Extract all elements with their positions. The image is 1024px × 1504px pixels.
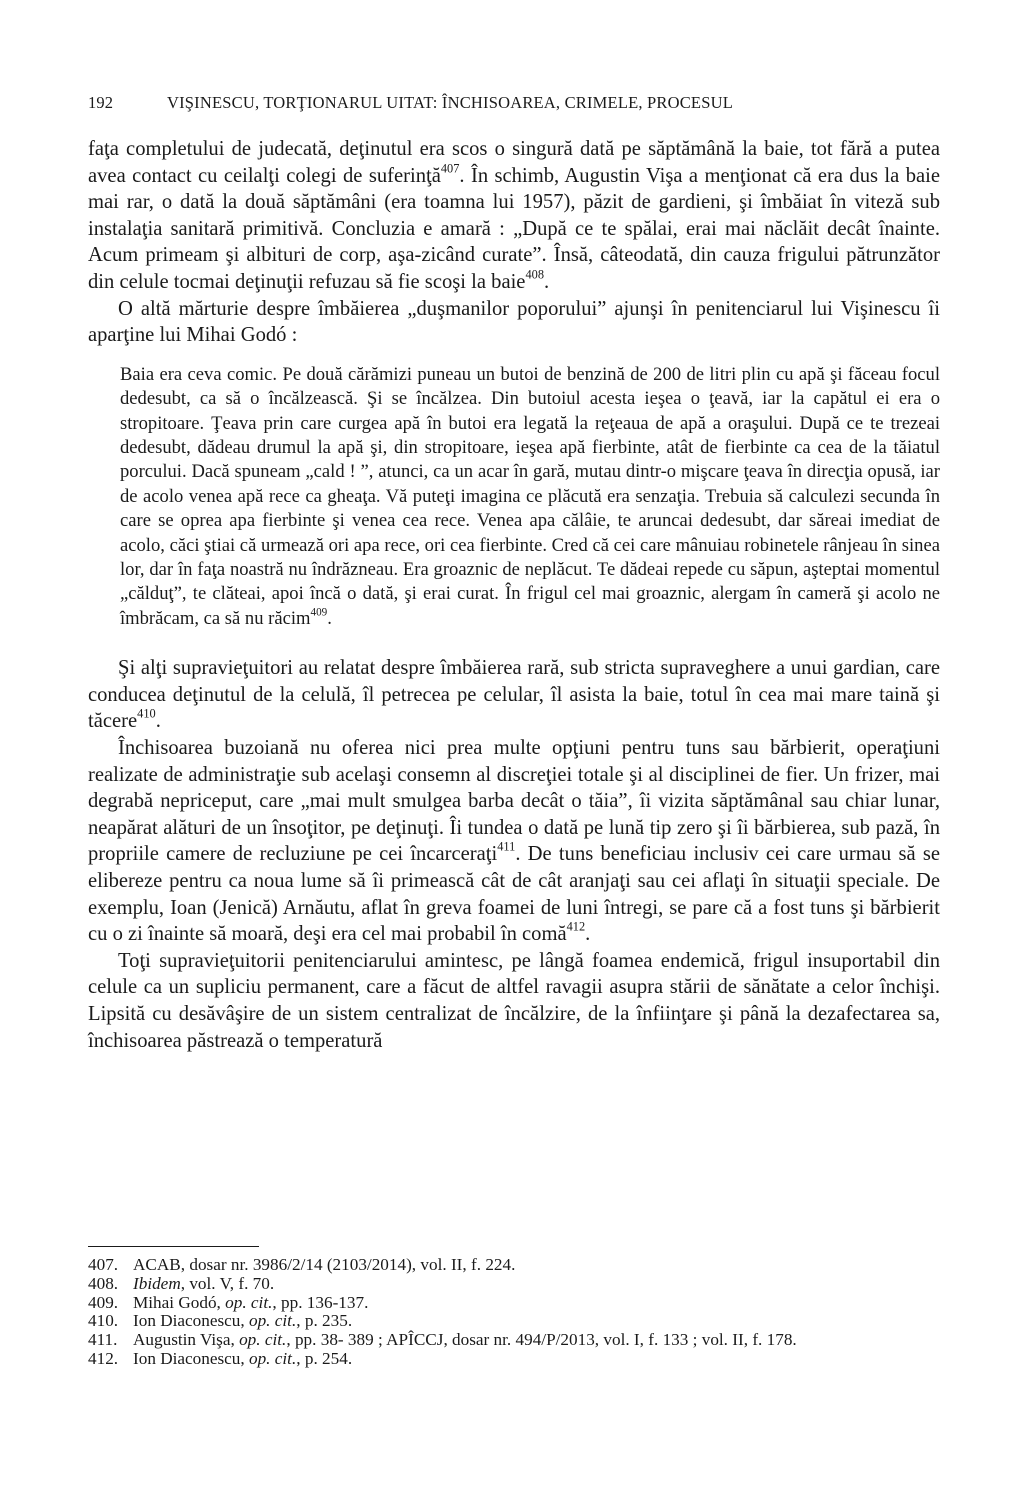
footnote-number: 409. bbox=[88, 1292, 119, 1312]
italic-text: op. cit. bbox=[248, 1348, 297, 1368]
footnote-reference[interactable]: 410 bbox=[137, 707, 156, 722]
paragraph: O altă mărturie despre îmbăierea „duşmanilor poporului” ajunşi în penitenciarul lui Vişinescu îi aparţine lui Mihai Godó : bbox=[88, 297, 940, 347]
footnote-text: Mihai Godó, op. cit., pp. 136-137. bbox=[133, 1292, 369, 1312]
paragraph: faţa completului de judecată, deţinutul era scos o singură dată pe săptămână la baie, tot fără a putea avea contact cu ceilalţi colegi de suferinţă$^{407}$. În schimb, Augustin Vişa a menţionat că era dus la baie mai rar, o dată la două săptămâni (era toamna lui 1957), păzit de gardieni, şi îmbăiat în viteză sub instalaţia sanitară primitivă. Concluzia e amară : „După ce te spălai, erai mai năclăit decât înainte. Acum primeam şi albituri de corp, aşa-zicând curate”. Însă, câteodată, din cauza frigului pătrunzător din celule tocmai deţinuţii refuzau să fie scoşi la baie$^{408}$. bbox=[88, 138, 940, 293]
italic-text: op. cit. bbox=[248, 1311, 297, 1331]
italic-text: op. cit. bbox=[225, 1292, 273, 1312]
footnote-separator bbox=[88, 1246, 259, 1247]
quote-text: Baia era ceva comic. Pe două cărămizi puneau un butoi de benzină de 200 de litri plin cu apă şi făceau focul dedesubt, ca să o încălzească. Şi se încălzea. Din butoiul acesta ieşea o ţeavă, iar la capătul ei era o stropitoare. Ţeava prin care curgea apă în butoi era legată la reţeaua de apă a oraşului. După ce te trezeai dedesubt, dădeau drumul la apă şi, din stropitoare, ieşea apă fierbinte, atât de fierbinte ca cea de la tăiatul porcului. Dacă spuneam „cald ! ”, atunci, ca un acar în gară, mutau dintr-o mişcare ţeava în direcţia opusă, iar de acolo venea apă rece ca gheaţa. Vă puteţi imagina ce plăcută era senzaţia. Trebuia să calculezi secunda în care se oprea apa fierbinte şi venea cea rece. Venea apa călâie, te aruncai dedesubt, dar săreai imediat de acolo, căci ştiai că urmează ori apa rece, ori cea fierbinte. Cred că cei care mânuiau robinetele rânjeau în sinea lor, dar în faţa noastră nu îndrăzneau. Era groaznic de neplăcut. Te dădeai repede cu săpun, aşteptai momentul „călduţ”, te clăteai, apoi încă o dată, şi erai curat. În frigul cel mai groaznic, alergam în cameră şi acolo ne îmbrăcam, ca să nu răcim$^{409}$. bbox=[120, 363, 940, 629]
block-quote bbox=[120, 363, 940, 631]
footnote-reference[interactable]: 412 bbox=[566, 919, 586, 934]
footnote-text: Ibidem, vol. V, f. 70. bbox=[133, 1273, 275, 1293]
footnote-number: 412. bbox=[88, 1348, 119, 1368]
footnote-number: 410. bbox=[88, 1311, 119, 1331]
body-text bbox=[88, 136, 940, 1054]
footnote-text: Ion Diaconescu, op. cit., p. 254. bbox=[133, 1348, 353, 1368]
footnote-text: ACAB, dosar nr. 3986/2/14 (2103/2014), vol. II, f. 224. bbox=[133, 1255, 516, 1274]
footnote-reference[interactable]: 411 bbox=[497, 840, 516, 855]
footnote-reference[interactable]: 407 bbox=[440, 161, 460, 176]
footnote-number: 411. bbox=[88, 1330, 118, 1350]
paragraph: Şi alţi supravieţuitori au relatat despre îmbăierea rară, sub stricta supraveghere a unui gardian, care conducea deţinutul de la celulă, îl petrecea pe celular, îl asista la baie, totul în cea mai mare taină şi tăcere$^{410}$. bbox=[88, 657, 940, 733]
footnote-number: 408. bbox=[88, 1273, 119, 1293]
footnote bbox=[88, 1331, 940, 1349]
running-title: VIŞINESCU, TORŢIONARUL UITAT: ÎNCHISOAREA, CRIMELE, PROCESUL bbox=[167, 93, 733, 112]
footnote-text: Ion Diaconescu, op. cit., p. 235. bbox=[133, 1311, 353, 1331]
italic-text: Ibidem bbox=[133, 1273, 181, 1293]
footnote-text: Augustin Vişa, op. cit., pp. 38- 389 ; APÎCCJ, dosar nr. 494/P/2013, vol. I, f. 133 ; vol. II, f. 178. bbox=[133, 1330, 797, 1350]
footnotes bbox=[88, 1256, 940, 1369]
footnote bbox=[88, 1256, 940, 1274]
footnote-reference[interactable]: 409 bbox=[310, 606, 328, 619]
paragraph: Toţi supravieţuitorii penitenciarului amintesc, pe lângă foamea endemică, frigul insuportabil din celule ca un supliciu permanent, care a făcut de altfel ravagii asupra stării de sănătate a celor închişi. Lipsită cu desăvâşire de un sistem centralizat de încălzire, de la înfiinţare şi până la dezafectarea sa, închisoarea păstrează o temperatură bbox=[88, 949, 940, 1052]
italic-text: op. cit. bbox=[239, 1330, 287, 1350]
paragraph: Închisoarea buzoiană nu oferea nici prea multe opţiuni pentru tuns sau bărbierit, operaţiuni realizate de administraţie sub acelaşi consemn al discreţiei totale şi al disciplinei de fier. Un frizer, mai degrabă nepriceput, care „mai mult smulgea barba decât o tăia”, îi vizita săptămânal sau chiar lunar, neapărat alături de un însoţitor, pe deţinuţi. Îi tundea o dată pe lună tip zero şi îi bărbierea, sub pază, în propriile camere de recluziune pe cei încarceraţi$^{411}$. De tuns beneficiau inclusiv cei care urmau să se elibereze pentru ca noua lume să îi primească cât de cât aranjaţi sau cei aflaţi în situaţii speciale. De exemplu, Ioan (Jenică) Arnăutu, aflat în greva foamei de luni întregi, se pare că a fost tuns şi bărbierit cu o zi înainte să moară, deşi era cel mai probabil în comă$^{412}$. bbox=[88, 737, 940, 946]
page-number: 192 bbox=[88, 93, 114, 112]
footnote bbox=[88, 1312, 940, 1330]
footnote bbox=[88, 1294, 940, 1312]
footnote bbox=[88, 1350, 940, 1368]
running-head bbox=[88, 93, 938, 115]
footnote bbox=[88, 1275, 940, 1293]
footnote-reference[interactable]: 408 bbox=[525, 267, 544, 282]
footnote-number: 407. bbox=[88, 1255, 119, 1274]
